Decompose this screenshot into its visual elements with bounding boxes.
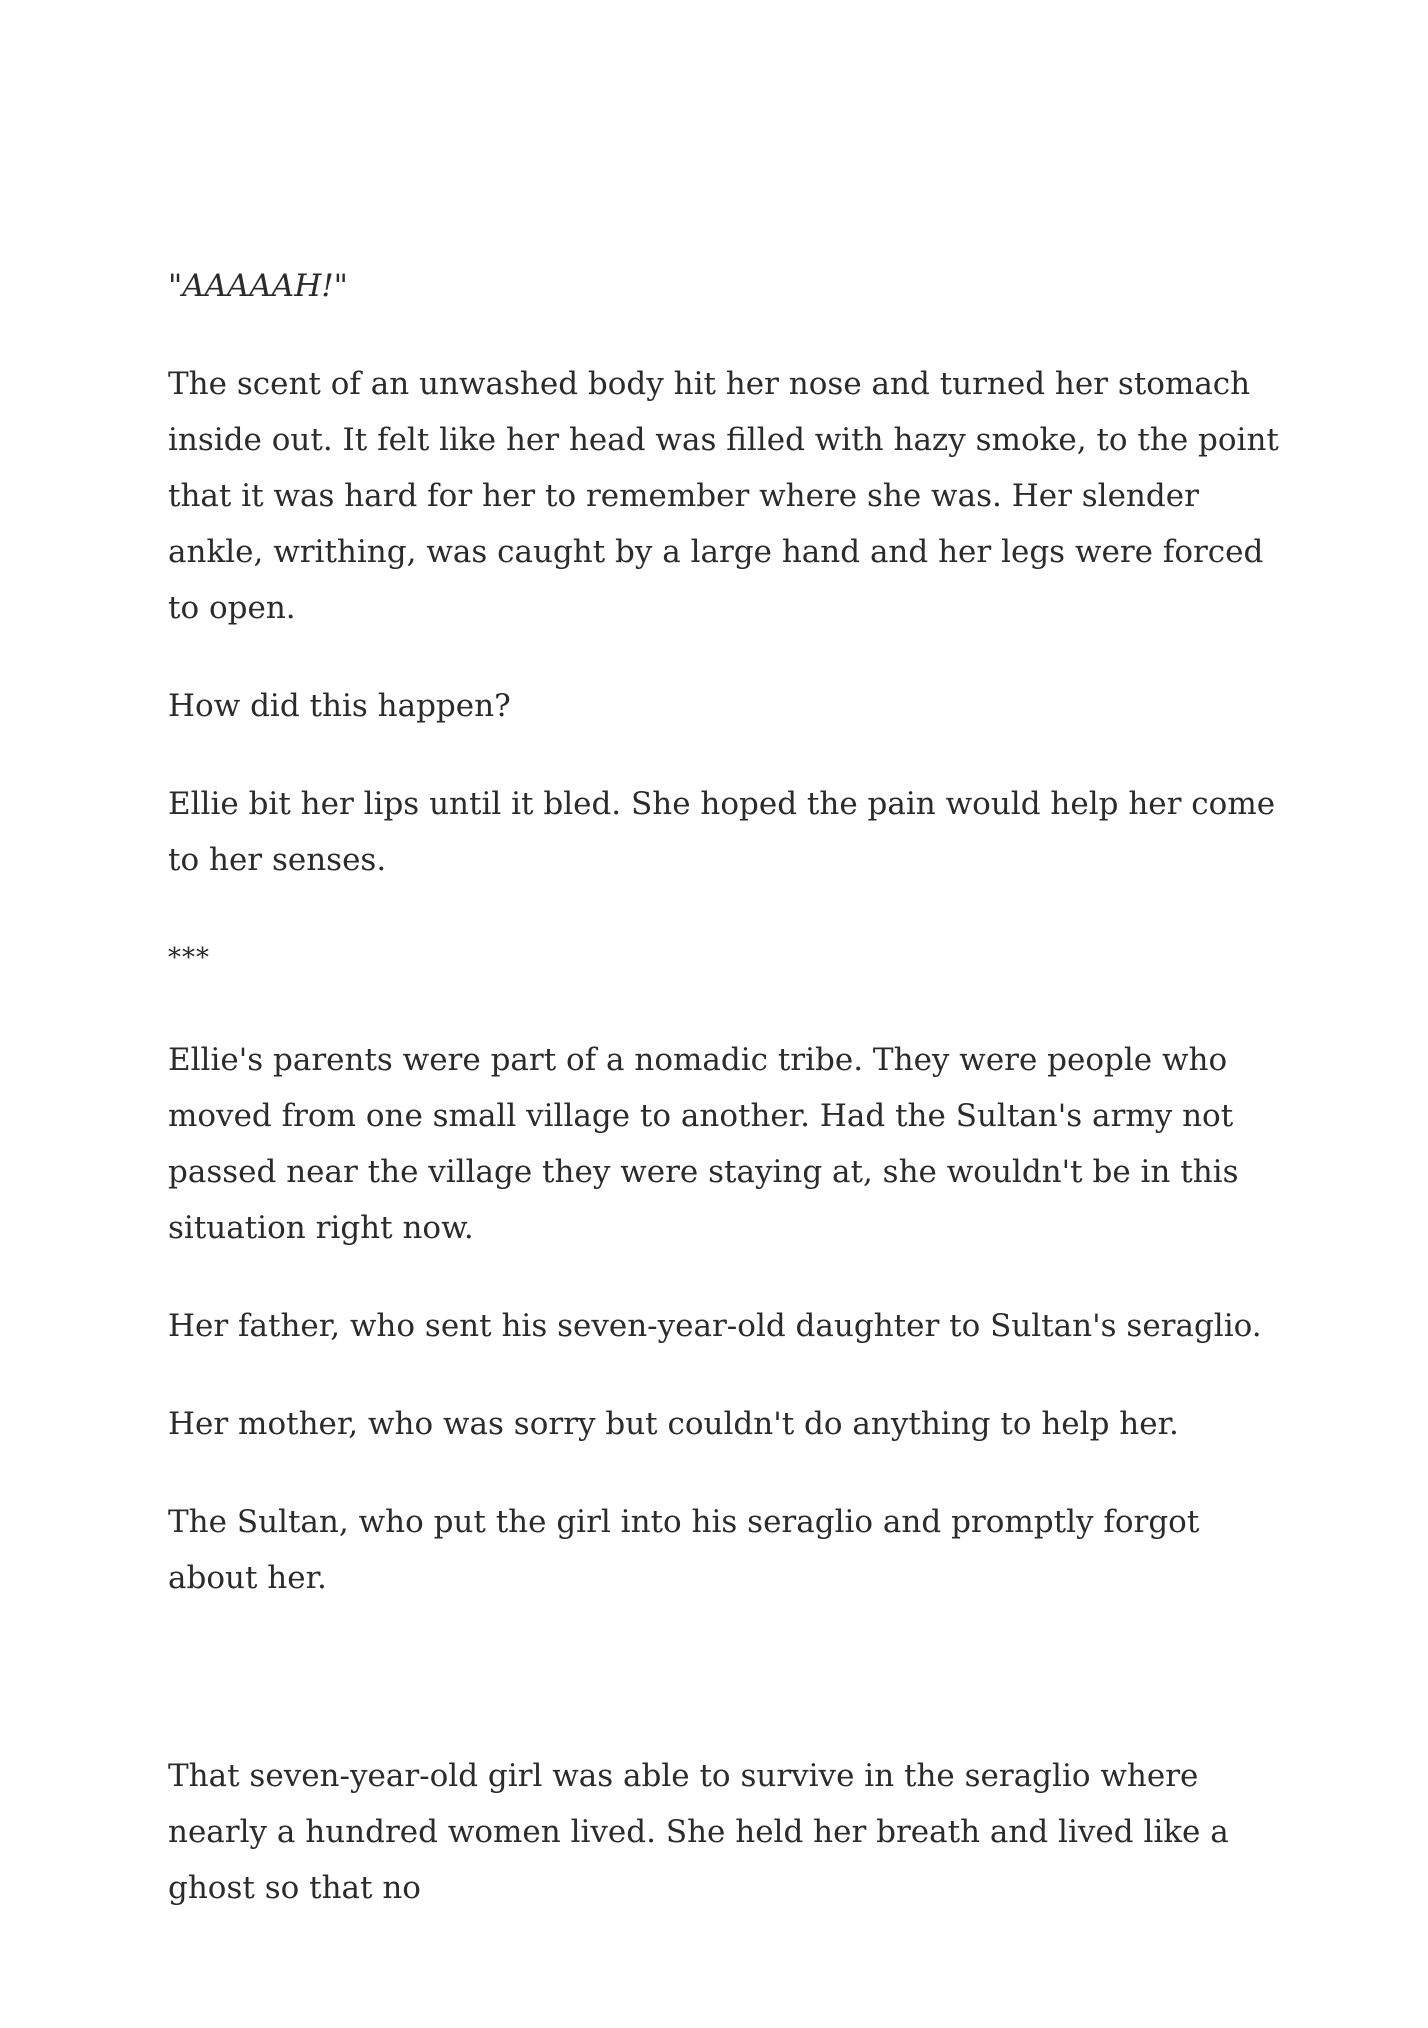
paragraph-scream: "AAAAAH!" xyxy=(168,268,348,304)
paragraph-ellie-bit-lips: Ellie bit her lips until it bled. She hoped the pain would help her come to her senses. xyxy=(168,786,1276,878)
paragraph-mother: Her mother, who was sorry but couldn't do anything to help her. xyxy=(168,1406,1179,1442)
paragraph-sultan: The Sultan, who put the girl into his seraglio and promptly forgot about her. xyxy=(168,1504,1200,1596)
paragraph-parents: Ellie's parents were part of a nomadic tribe. They were people who moved from one small village to another. Had the Sultan's army not passed near the village they were staying at, she wouldn't be in this situation right now. xyxy=(168,1042,1239,1246)
paragraph-survival: That seven-year-old girl was able to survive in the seraglio where nearly a hundred women lived. She held her breath and lived like a ghost so that no xyxy=(168,1758,1229,1906)
paragraph-question: How did this happen? xyxy=(168,688,511,724)
paragraph-scent: The scent of an unwashed body hit her nose and turned her stomach inside out. It felt like her head was filled with hazy smoke, to the point that it was hard for her to remember where she was. Her slender ankle, writhing, was caught by a large hand and her legs were forced to open. xyxy=(168,366,1279,626)
document-body xyxy=(168,258,1288,1958)
paragraph-father: Her father, who sent his seven-year-old daughter to Sultan's seraglio. xyxy=(168,1308,1262,1344)
scene-separator: *** xyxy=(168,943,210,973)
